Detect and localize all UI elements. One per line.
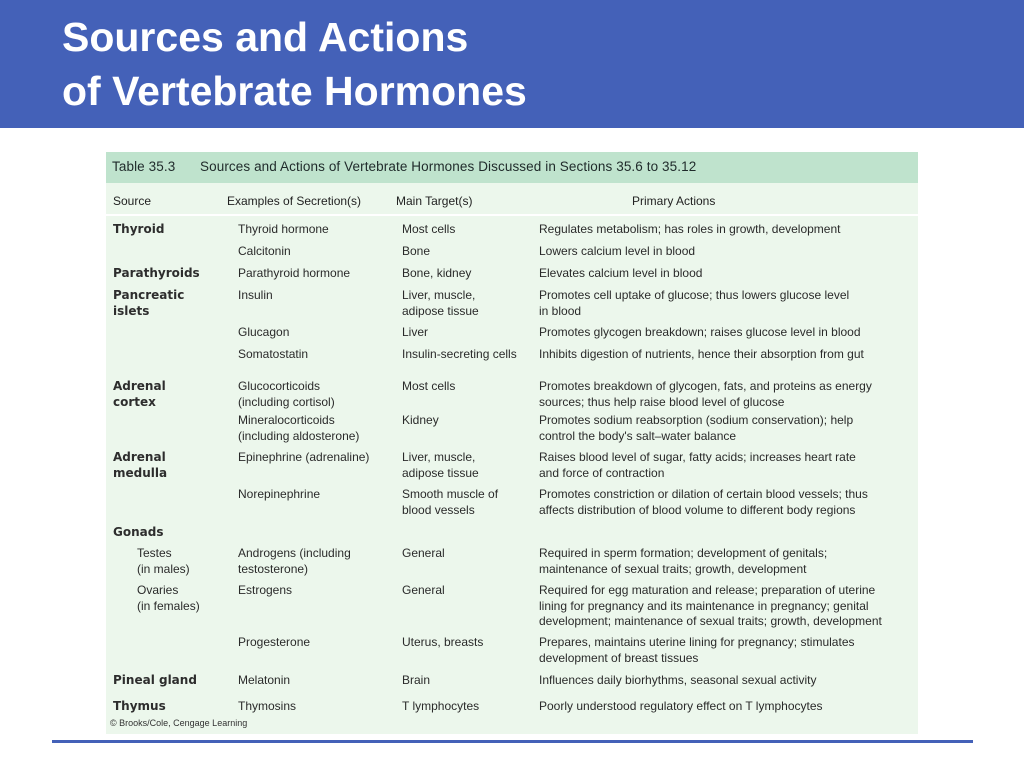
header-source: Source	[113, 194, 152, 208]
table-cell-actions	[539, 487, 868, 518]
actions-line: Promotes breakdown of glycogen, fats, and proteins as energy	[539, 379, 872, 393]
examples-line: testosterone)	[238, 561, 309, 576]
examples-line: (including cortisol)	[238, 394, 335, 409]
source-line: Thyroid	[113, 222, 165, 236]
actions-line: Raises blood level of sugar, fatty acids; increases heart rate	[539, 450, 856, 464]
source-line: Adrenal	[113, 450, 166, 464]
table-cell-examples	[238, 487, 320, 503]
table-cell-source	[113, 450, 167, 481]
table-cell-examples	[238, 699, 296, 715]
table-cell-actions	[539, 546, 827, 577]
table-cell-source	[113, 699, 166, 715]
source-line: Pineal gland	[113, 673, 197, 687]
actions-line: Promotes cell uptake of glucose; thus lowers glucose level	[539, 288, 850, 302]
table-cell-examples	[238, 450, 369, 466]
target-line: Insulin-secreting cells	[402, 347, 517, 361]
table-cell-examples	[238, 347, 308, 363]
actions-line: in blood	[539, 303, 582, 318]
table-caption-text: Sources and Actions of Vertebrate Hormones Discussed in Sections 35.6 to 35.12	[200, 159, 697, 174]
table-cell-target	[402, 635, 483, 651]
target-line: Bone, kidney	[402, 266, 472, 280]
actions-line: Lowers calcium level in blood	[539, 244, 696, 258]
source-line: Gonads	[113, 525, 164, 539]
examples-line: Melatonin	[238, 673, 291, 687]
source-line: medulla	[113, 465, 168, 480]
table-cell-target	[402, 699, 479, 715]
target-line: T lymphocytes	[402, 699, 480, 713]
target-line: Liver, muscle,	[402, 450, 476, 464]
table-cell-source	[113, 379, 166, 410]
actions-line: development; maintenance of sexual traits; growth, development	[539, 614, 882, 628]
table-cell-source	[137, 546, 190, 577]
table-cell-actions	[539, 379, 872, 410]
table-caption	[106, 152, 918, 183]
table-cell-examples	[238, 673, 290, 689]
source-line: Thymus	[113, 699, 166, 713]
table-cell-target	[402, 266, 471, 282]
table-cell-target	[402, 583, 445, 599]
actions-line: sources; thus help raise blood level of glucose	[539, 394, 785, 409]
table-cell-actions	[539, 583, 882, 630]
target-line: General	[402, 583, 445, 597]
target-line: General	[402, 546, 445, 560]
table-cell-target	[402, 487, 498, 518]
examples-line: Thymosins	[238, 699, 297, 713]
table-cell-target	[402, 413, 439, 429]
table-cell-actions	[539, 673, 816, 689]
target-line: Brain	[402, 673, 431, 687]
slide-title-line-1: Sources and Actions	[62, 14, 469, 60]
table-cell-target	[402, 244, 430, 260]
examples-line: Progesterone	[238, 635, 311, 649]
actions-line: control the body's salt–water balance	[539, 428, 737, 443]
source-line: Testes	[137, 546, 172, 560]
source-line: Parathyroids	[113, 266, 200, 280]
actions-line: Required for egg maturation and release; preparation of uterine	[539, 583, 876, 597]
source-line: Adrenal	[113, 379, 166, 393]
source-line: (in males)	[137, 561, 190, 576]
examples-line: Estrogens	[238, 583, 293, 597]
header-examples: Examples of Secretion(s)	[227, 194, 362, 208]
examples-line: Thyroid hormone	[238, 222, 329, 236]
bottom-rule	[52, 740, 973, 743]
slide-title-line-2: of Vertebrate Hormones	[62, 68, 527, 114]
examples-line: Calcitonin	[238, 244, 291, 258]
examples-line: Parathyroid hormone	[238, 266, 351, 280]
table-cell-actions	[539, 413, 853, 444]
table-cell-examples	[238, 546, 351, 577]
table-cell-source	[113, 266, 200, 282]
target-line: Bone	[402, 244, 431, 258]
actions-line: development of breast tissues	[539, 650, 699, 665]
source-line: Pancreatic	[113, 288, 185, 302]
examples-line: Mineralocorticoids	[238, 413, 335, 427]
actions-line: affects distribution of blood volume to different body regions	[539, 502, 856, 517]
source-line: cortex	[113, 394, 156, 409]
examples-line: Somatostatin	[238, 347, 309, 361]
table-cell-target	[402, 222, 455, 238]
examples-line: Glucocorticoids	[238, 379, 321, 393]
table-cell-examples	[238, 635, 310, 651]
examples-line: Glucagon	[238, 325, 290, 339]
table-cell-source	[113, 288, 184, 319]
table-cell-source	[113, 673, 197, 689]
table-cell-actions	[539, 450, 856, 481]
header-divider	[106, 214, 918, 216]
actions-line: and force of contraction	[539, 465, 665, 480]
target-line: Smooth muscle of	[402, 487, 499, 501]
table-cell-actions	[539, 288, 849, 319]
table-cell-target	[402, 673, 430, 689]
header-target: Main Target(s)	[396, 194, 473, 208]
actions-line: Promotes glycogen breakdown; raises glucose level in blood	[539, 325, 861, 339]
examples-line: Epinephrine (adrenaline)	[238, 450, 370, 464]
table-cell-actions	[539, 266, 702, 282]
target-line: Kidney	[402, 413, 439, 427]
actions-line: Inhibits digestion of nutrients, hence their absorption from gut	[539, 347, 864, 361]
table-cell-target	[402, 347, 517, 363]
slide-title	[62, 10, 527, 118]
actions-line: Required in sperm formation; development of genitals;	[539, 546, 828, 560]
source-line: (in females)	[137, 598, 200, 613]
table-cell-examples	[238, 244, 291, 260]
table-cell-target	[402, 325, 428, 341]
title-band	[0, 0, 1024, 128]
table-cell-examples	[238, 288, 273, 304]
table-cell-examples	[238, 413, 359, 444]
actions-line: maintenance of sexual traits; growth, development	[539, 561, 807, 576]
table-cell-actions	[539, 325, 861, 341]
target-line: Liver, muscle,	[402, 288, 476, 302]
table-number: Table 35.3	[112, 159, 176, 174]
target-line: adipose tissue	[402, 465, 479, 480]
target-line: Liver	[402, 325, 429, 339]
table-cell-examples	[238, 222, 329, 238]
target-line: adipose tissue	[402, 303, 479, 318]
table-cell-actions	[539, 635, 855, 666]
table-cell-actions	[539, 244, 695, 260]
examples-line: Norepinephrine	[238, 487, 321, 501]
table-cell-target	[402, 546, 445, 562]
examples-line: Androgens (including	[238, 546, 351, 560]
table-cell-source	[137, 583, 200, 614]
table-cell-source	[113, 222, 164, 238]
target-line: Most cells	[402, 222, 456, 236]
actions-line: Promotes sodium reabsorption (sodium conservation); help	[539, 413, 854, 427]
source-line: islets	[113, 303, 150, 318]
table-cell-source	[113, 525, 163, 541]
table-cell-actions	[539, 222, 841, 238]
header-actions: Primary Actions	[632, 194, 716, 208]
table-cell-examples	[238, 266, 350, 282]
table-cell-examples	[238, 325, 289, 341]
table-cell-examples	[238, 379, 335, 410]
table-cell-examples	[238, 583, 292, 599]
source-line: Ovaries	[137, 583, 179, 597]
target-line: Uterus, breasts	[402, 635, 484, 649]
actions-line: Prepares, maintains uterine lining for pregnancy; stimulates	[539, 635, 855, 649]
actions-line: Poorly understood regulatory effect on T lymphocytes	[539, 699, 823, 713]
examples-line: Insulin	[238, 288, 273, 302]
actions-line: lining for pregnancy and its maintenance in pregnancy; genital	[539, 598, 869, 613]
target-line: blood vessels	[402, 502, 475, 517]
hormone-table	[106, 152, 918, 734]
table-cell-target	[402, 379, 455, 395]
table-header-row	[106, 186, 918, 214]
table-cell-actions	[539, 347, 864, 363]
target-line: Most cells	[402, 379, 456, 393]
table-cell-actions	[539, 699, 823, 715]
actions-line: Influences daily biorhythms, seasonal sexual activity	[539, 673, 817, 687]
actions-line: Promotes constriction or dilation of certain blood vessels; thus	[539, 487, 868, 501]
actions-line: Regulates metabolism; has roles in growth, development	[539, 222, 841, 236]
actions-line: Elevates calcium level in blood	[539, 266, 703, 280]
table-cell-target	[402, 450, 479, 481]
copyright-credit: © Brooks/Cole, Cengage Learning	[110, 718, 248, 728]
table-cell-target	[402, 288, 479, 319]
examples-line: (including aldosterone)	[238, 428, 360, 443]
